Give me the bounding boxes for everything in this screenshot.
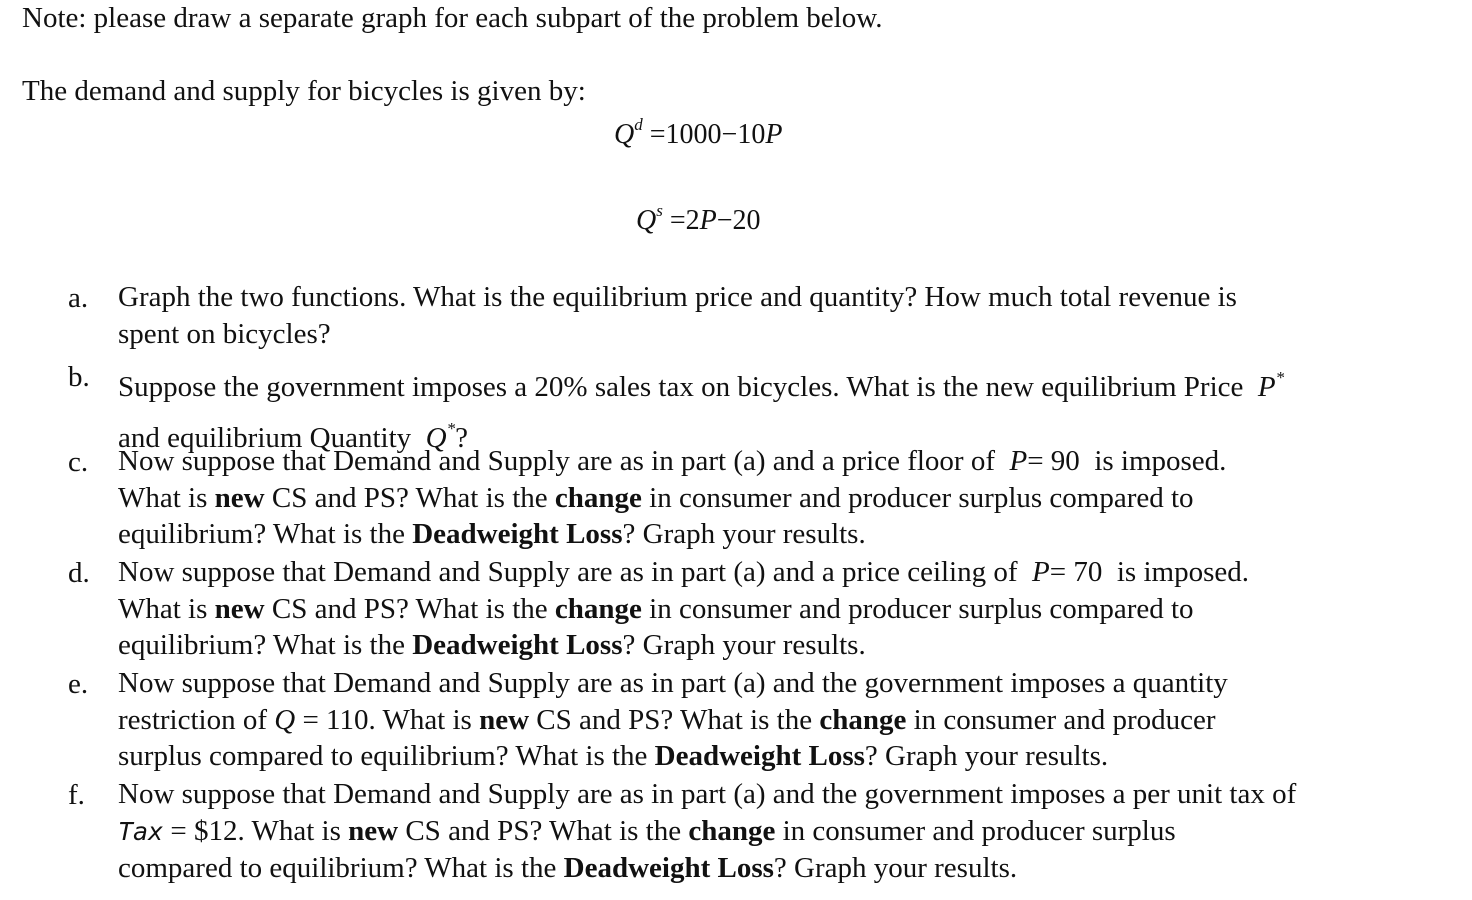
part-e-graph: ? Graph your results. bbox=[864, 740, 1109, 772]
part-c-line-2 bbox=[118, 480, 1226, 517]
part-b-price-symbol: P bbox=[1257, 371, 1276, 403]
part-d-p-symbol: P bbox=[1032, 556, 1050, 588]
part-f-graph: ? Graph your results. bbox=[773, 852, 1018, 884]
part-e-line-1: Now suppose that Demand and Supply are as in part (a) and the government imposes a quantity bbox=[118, 667, 1228, 699]
part-d-change: change bbox=[554, 592, 642, 625]
part-f-text bbox=[118, 776, 1296, 887]
part-e-text bbox=[118, 665, 1228, 775]
part-c-cs-ps: CS and PS? What is the bbox=[271, 481, 548, 514]
part-f-compared: compared to equilibrium? What is the bbox=[118, 852, 557, 884]
part-f-line-3 bbox=[118, 850, 1296, 887]
part-b-line-2-text: and equilibrium Quantity bbox=[118, 422, 412, 454]
part-b-quantity-symbol: Q bbox=[425, 422, 447, 454]
part-f-line-1: Now suppose that Demand and Supply are as in part (a) and the government imposes a per unit tax of bbox=[118, 778, 1297, 810]
part-a-marker: a. bbox=[68, 282, 89, 314]
demand-rhs: =1000−10 bbox=[649, 119, 766, 150]
part-c-compared: in consumer and producer surplus compared to bbox=[649, 481, 1194, 514]
part-c-line-1-text: Now suppose that Demand and Supply are as in part (a) and a price floor of bbox=[118, 445, 995, 477]
part-f-tax-value: = $12. What is bbox=[170, 814, 341, 847]
part-e-line-2 bbox=[118, 702, 1228, 739]
part-c-new: new bbox=[214, 481, 265, 514]
part-c-marker: c. bbox=[68, 446, 89, 478]
part-d-equilibrium: equilibrium? What is the bbox=[118, 629, 405, 661]
part-f-deadweight-loss: Deadweight Loss bbox=[563, 852, 774, 884]
part-d-line-3 bbox=[118, 627, 1249, 664]
part-f-consumer-producer: in consumer and producer surplus bbox=[782, 814, 1176, 847]
part-e-deadweight-loss: Deadweight Loss bbox=[654, 740, 865, 772]
intro-line: The demand and supply for bicycles is given by: bbox=[22, 75, 586, 107]
part-e-line-3 bbox=[118, 738, 1228, 775]
part-d-text bbox=[118, 554, 1249, 664]
part-d-graph: ? Graph your results. bbox=[622, 629, 866, 661]
supply-equation bbox=[636, 201, 761, 237]
part-f-tax-symbol: Tax bbox=[118, 816, 164, 846]
part-f-line-2 bbox=[118, 813, 1296, 851]
part-c-line-3 bbox=[118, 516, 1226, 553]
demand-p-symbol: P bbox=[765, 119, 783, 150]
part-e-consumer-producer: in consumer and producer bbox=[913, 703, 1216, 736]
part-b-marker: b. bbox=[68, 361, 90, 393]
part-d-line-1 bbox=[118, 554, 1249, 591]
part-d-cs-ps: CS and PS? What is the bbox=[271, 592, 548, 625]
part-e-surplus: surplus compared to equilibrium? What is the bbox=[118, 740, 648, 772]
part-b-line-1 bbox=[118, 357, 1284, 408]
part-d-line-1-end: is imposed. bbox=[1116, 556, 1249, 588]
demand-q-symbol: Q bbox=[614, 119, 635, 150]
demand-equation bbox=[614, 115, 782, 151]
part-d-deadweight-loss: Deadweight Loss bbox=[412, 629, 623, 661]
part-d-p-value: = 70 bbox=[1049, 556, 1103, 588]
demand-superscript: d bbox=[634, 115, 643, 134]
supply-rhs-constant: −20 bbox=[716, 205, 761, 236]
part-e-new: new bbox=[479, 703, 530, 736]
part-c-deadweight-loss: Deadweight Loss bbox=[412, 518, 623, 550]
part-f-new: new bbox=[348, 814, 399, 847]
supply-p-symbol: P bbox=[699, 205, 717, 236]
part-d-compared: in consumer and producer surplus compared to bbox=[649, 592, 1194, 625]
part-f-change: change bbox=[688, 814, 776, 847]
part-f-cs-ps: CS and PS? What is the bbox=[405, 814, 682, 847]
part-b-line-1-text: Suppose the government imposes a 20% sales tax on bicycles. What is the new equilibrium Price bbox=[118, 371, 1244, 403]
part-a-line-1: Graph the two functions. What is the equilibrium price and quantity? How much total revenue is bbox=[118, 281, 1237, 313]
part-b-price-star: * bbox=[1275, 368, 1285, 387]
supply-q-symbol: Q bbox=[636, 205, 657, 236]
part-e-marker: e. bbox=[68, 668, 89, 700]
part-d-marker: d. bbox=[68, 557, 90, 589]
part-c-p-symbol: P bbox=[1009, 445, 1028, 477]
part-c-what-is: What is bbox=[118, 481, 208, 514]
part-c-text bbox=[118, 443, 1226, 553]
part-c-equilibrium: equilibrium? What is the bbox=[118, 518, 405, 550]
part-b-quantity-star: * bbox=[446, 419, 456, 438]
part-b-question-mark: ? bbox=[455, 422, 468, 454]
supply-superscript: s bbox=[656, 201, 663, 220]
part-e-cs-ps: CS and PS? What is the bbox=[536, 703, 813, 736]
part-c-p-value: = 90 bbox=[1027, 445, 1080, 477]
part-d-what-is: What is bbox=[118, 592, 208, 625]
part-e-restriction: restriction of bbox=[118, 703, 267, 736]
part-a-line-2: spent on bicycles? bbox=[118, 317, 331, 350]
part-d-line-2 bbox=[118, 591, 1249, 628]
part-e-change: change bbox=[819, 703, 907, 736]
part-d-line-1-text: Now suppose that Demand and Supply are as in part (a) and a price ceiling of bbox=[118, 556, 1018, 588]
part-c-change: change bbox=[554, 481, 642, 514]
part-c-graph: ? Graph your results. bbox=[622, 518, 866, 550]
part-d-new: new bbox=[214, 592, 265, 625]
part-a-text bbox=[118, 279, 1237, 352]
note-line: Note: please draw a separate graph for each subpart of the problem below. bbox=[22, 2, 883, 34]
part-e-q-symbol: Q bbox=[274, 703, 296, 736]
part-c-line-1-end: is imposed. bbox=[1094, 445, 1227, 477]
part-e-q-value: = 110. What is bbox=[302, 703, 472, 736]
supply-rhs: =2 bbox=[669, 205, 700, 236]
part-c-line-1 bbox=[118, 443, 1226, 480]
part-f-marker: f. bbox=[68, 779, 85, 811]
